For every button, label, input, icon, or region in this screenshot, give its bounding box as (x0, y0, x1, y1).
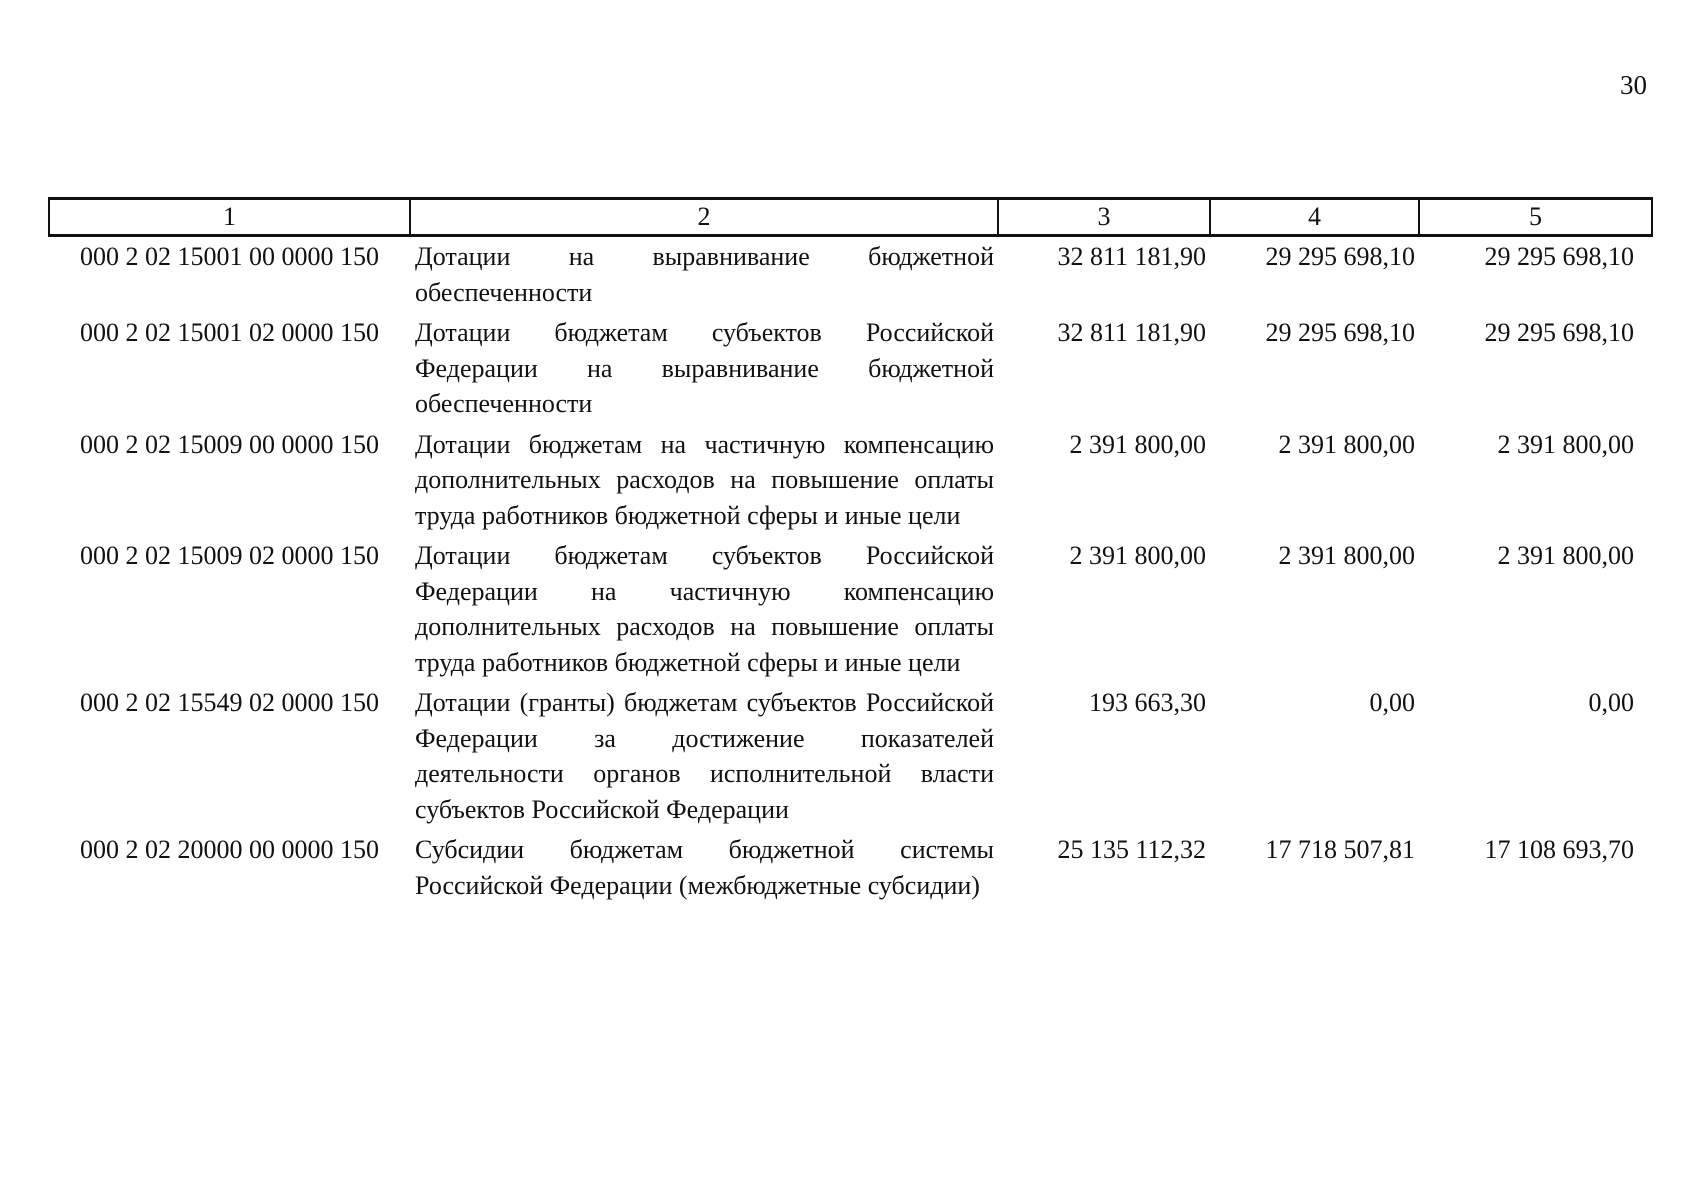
value-col3: 193 663,30 (1089, 688, 1206, 717)
table-row (49, 315, 1652, 427)
row-description: Дотации бюджетам субъектов Российской Федерации на частичную компенсацию дополнительных расходов на повышение оплаты труда работников бюджетной сферы и иные цели (415, 541, 994, 677)
value-col5: 17 108 693,70 (1484, 835, 1634, 864)
budget-code: 000 2 02 15009 00 0000 150 (80, 429, 379, 459)
table-row (49, 427, 1652, 539)
value-col5: 29 295 698,10 (1484, 318, 1634, 347)
value-col3: 25 135 112,32 (1057, 835, 1206, 864)
page-number: 30 (1620, 70, 1647, 100)
row-description: Субсидии бюджетам бюджетной системы Российской Федерации (межбюджетные субсидии) (415, 835, 994, 900)
row-description: Дотации (гранты) бюджетам субъектов Российской Федерации за достижение показателей деятельности органов исполнительной власти субъектов Российской Федерации (415, 688, 994, 824)
value-col5: 2 391 800,00 (1497, 429, 1634, 459)
value-col4: 2 391 800,00 (1278, 429, 1415, 459)
budget-table (48, 197, 1653, 908)
table-row (49, 538, 1652, 685)
value-col5: 2 391 800,00 (1497, 541, 1634, 570)
table-row (49, 685, 1652, 832)
column-header: 3 (998, 199, 1210, 236)
budget-code: 000 2 02 20000 00 0000 150 (80, 835, 379, 864)
row-description: Дотации бюджетам субъектов Российской Федерации на выравнивание бюджетной обеспеченности (415, 318, 994, 418)
column-header: 4 (1210, 199, 1419, 236)
value-col4: 29 295 698,10 (1265, 318, 1415, 347)
table-row (49, 236, 1652, 316)
value-col4: 29 295 698,10 (1265, 242, 1415, 271)
column-header: 5 (1419, 199, 1652, 236)
row-description: Дотации бюджетам на частичную компенсацию дополнительных расходов на повышение оплаты труда работников бюджетной сферы и иные цели (415, 429, 994, 530)
value-col3: 2 391 800,00 (1069, 429, 1206, 459)
value-col4: 17 718 507,81 (1265, 835, 1415, 864)
budget-code: 000 2 02 15549 02 0000 150 (80, 688, 379, 717)
column-header: 2 (410, 199, 998, 236)
budget-code: 000 2 02 15001 02 0000 150 (80, 318, 379, 347)
value-col4: 0,00 (1369, 688, 1415, 717)
value-col3: 2 391 800,00 (1069, 541, 1206, 570)
column-header: 1 (49, 199, 410, 236)
table-header (49, 199, 1652, 236)
value-col5: 0,00 (1588, 688, 1634, 717)
value-col4: 2 391 800,00 (1278, 541, 1415, 570)
value-col3: 32 811 181,90 (1057, 318, 1206, 347)
value-col3: 32 811 181,90 (1057, 242, 1206, 271)
value-col5: 29 295 698,10 (1484, 242, 1634, 271)
row-description: Дотации на выравнивание бюджетной обеспеченности (415, 242, 994, 307)
budget-code: 000 2 02 15001 00 0000 150 (80, 242, 379, 271)
table-row (49, 832, 1652, 908)
budget-code: 000 2 02 15009 02 0000 150 (80, 541, 379, 570)
